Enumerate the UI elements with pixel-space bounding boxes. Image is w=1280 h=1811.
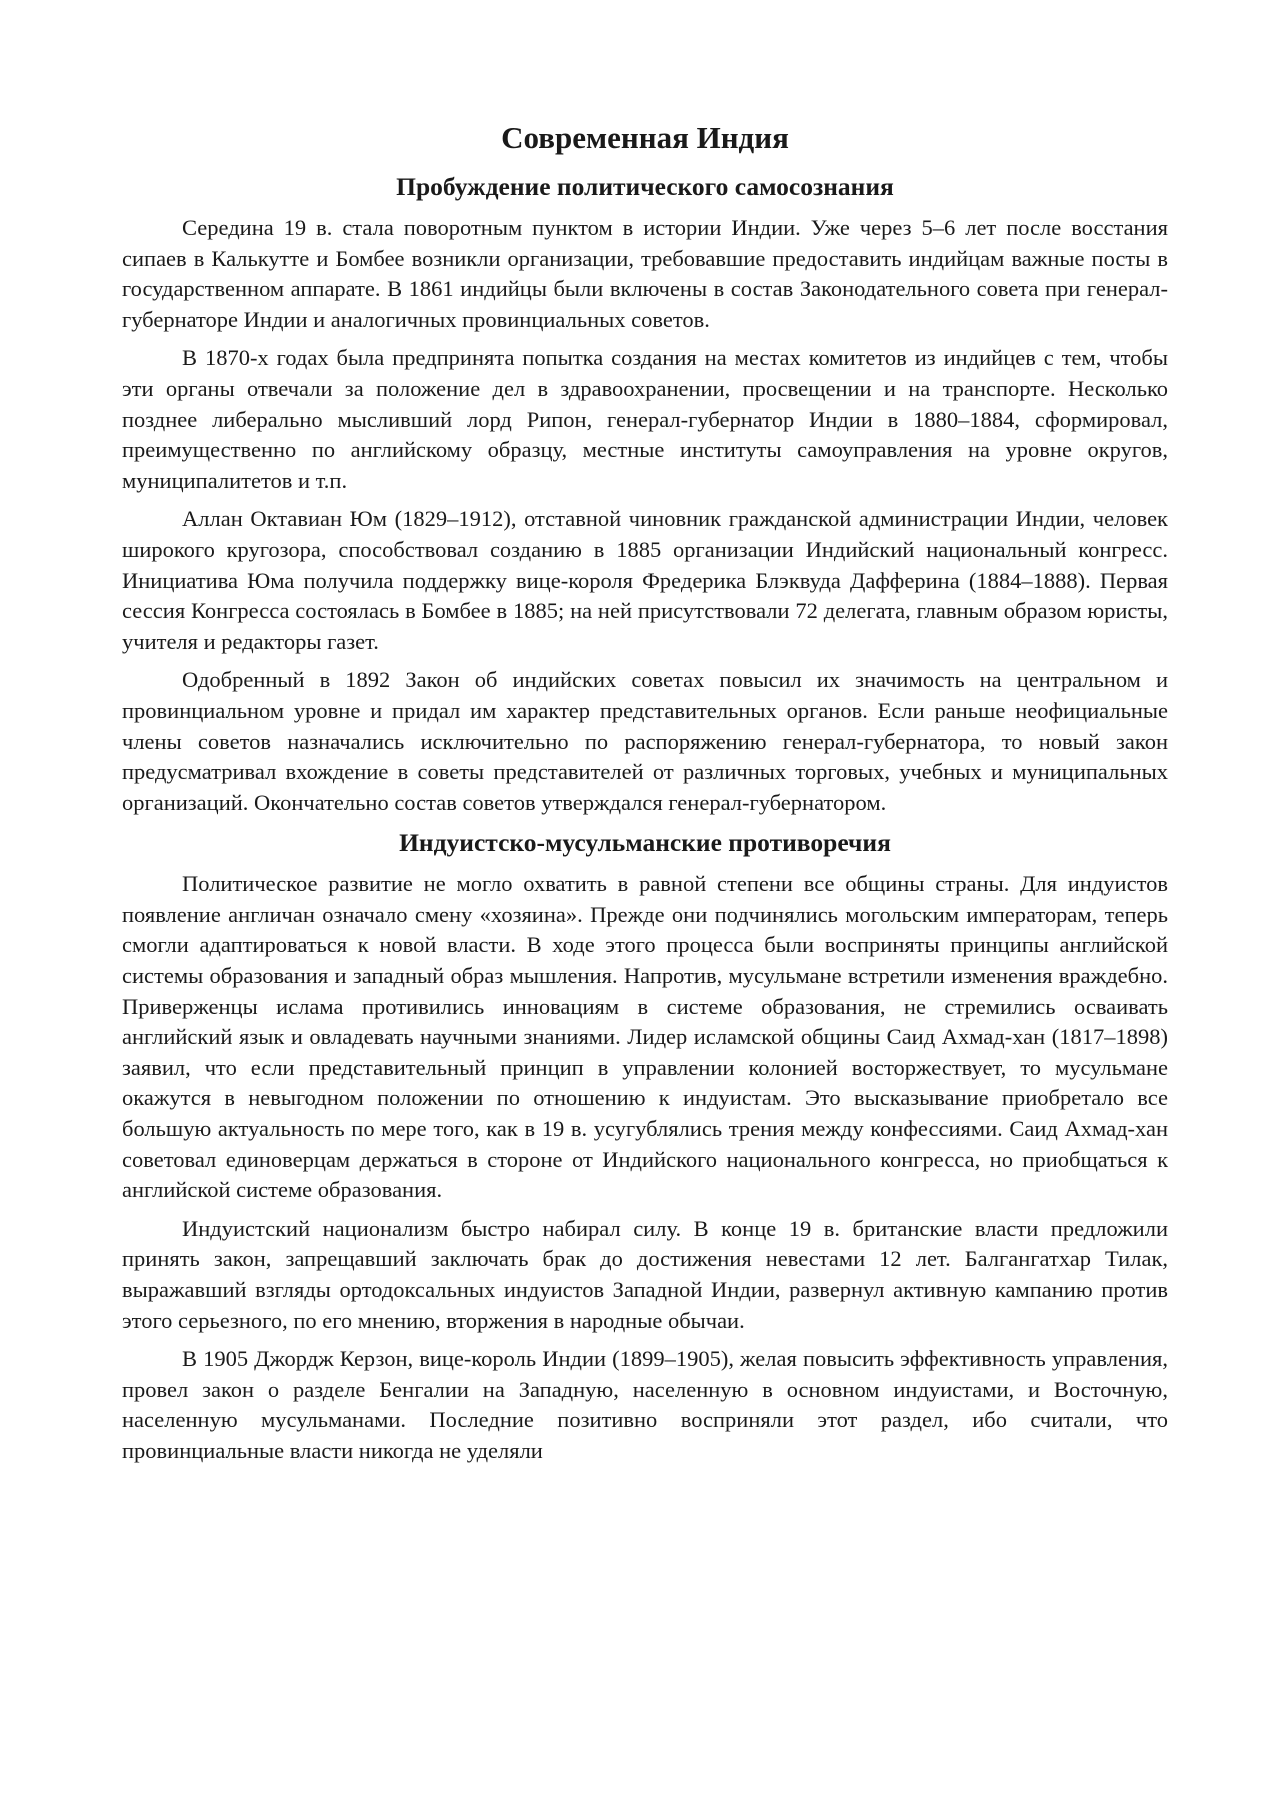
page-title: Современная Индия bbox=[501, 120, 789, 155]
paragraph: Политическое развитие не могло охватить в равной степени все общины страны. Для индуистов появление англичан означало смену «хозяина». Прежде они подчинялись могольским императорам, теперь смогли адаптироваться к новой власти. В ходе этого процесса были восприняты принципы английской системы образования и западный образ мышления. Напротив, мусульмане встретили изменения враждебно. Приверженцы ислама противились инновациям в системе образования, не стремились осваивать английский язык и овладевать научными знаниями. Лидер исламской общины Саид Ахмад-хан (1817–1898) заявил, что если представительный принцип в управлении колонией восторжествует, то мусульмане окажутся в невыгодном положении по отношению к индуистам. Это высказывание приобретало все большую актуальность по мере того, как в 19 в. усугублялись трения между конфессиями. Саид Ахмад-хан советовал единоверцам держаться в стороне от Индийского национального конгресса, но приобщаться к английской системе образования. bbox=[122, 871, 1168, 1203]
paragraph: В 1870-х годах была предпринята попытка создания на местах комитетов из индийцев с тем, чтобы эти органы отвечали за положение дел в здравоохранении, просвещении и на транспорте. Несколько позднее либерально мысливший лорд Рипон, генерал-губернатор Индии в 1880–1884, сформировал, преимущественно по английскому образцу, местные институты самоуправления на уровне округов, муниципалитетов и т.п. bbox=[122, 345, 1168, 493]
section-heading-political-awakening: Пробуждение политического самосознания bbox=[396, 172, 894, 201]
section-heading-hindu-muslim-contradictions: Индуистско-мусульманские противоречия bbox=[399, 828, 891, 858]
paragraph: Середина 19 в. стала поворотным пунктом в истории Индии. Уже через 5–6 лет после восстания сипаев в Калькутте и Бомбее возникли организации, требовавшие предоставить индийцам важные посты в государственном аппарате. В 1861 индийцы были включены в состав Законодательного совета при генерал-губернаторе Индии и аналогичных провинциальных советов. bbox=[122, 215, 1168, 332]
document-page bbox=[122, 118, 1168, 1467]
paragraph: Аллан Октавиан Юм (1829–1912), отставной чиновник гражданской администрации Индии, человек широкого кругозора, способствовал созданию в 1885 организации Индийский национальный конгресс. Инициатива Юма получила поддержку вице-короля Фредерика Блэквуда Дафферина (1884–1888). Первая сессия Конгресса состоялась в Бомбее в 1885; на ней присутствовали 72 делегата, главным образом юристы, учителя и редакторы газет. bbox=[122, 506, 1168, 654]
paragraph: Индуистский национализм быстро набирал силу. В конце 19 в. британские власти предложили принять закон, запрещавший заключать брак до достижения невестами 12 лет. Балгангатхар Тилак, выражавший взгляды ортодоксальных индуистов Западной Индии, развернул активную кампанию против этого серьезного, по его мнению, вторжения в народные обычаи. bbox=[122, 1215, 1168, 1333]
paragraph-continued: В 1905 Джордж Керзон, вице-король Индии (1899–1905), желая повысить эффективность управления, провел закон о разделе Бенгалии на Западную, населенную в основном индуистами, и Восточную, населенную мусульманами. Последние позитивно восприняли этот раздел, ибо считали, что провинциальные власти никогда не уделяли bbox=[122, 1346, 1168, 1463]
paragraph: Одобренный в 1892 Закон об индийских советах повысил их значимость на центральном и провинциальном уровне и придал им характер представительных органов. Если раньше неофициальные члены советов назначались исключительно по распоряжению генерал-губернатора, то новый закон предусматривал вхождение в советы представителей от различных торговых, учебных и муниципальных организаций. Окончательно состав советов утверждался генерал-губернатором. bbox=[122, 667, 1168, 815]
